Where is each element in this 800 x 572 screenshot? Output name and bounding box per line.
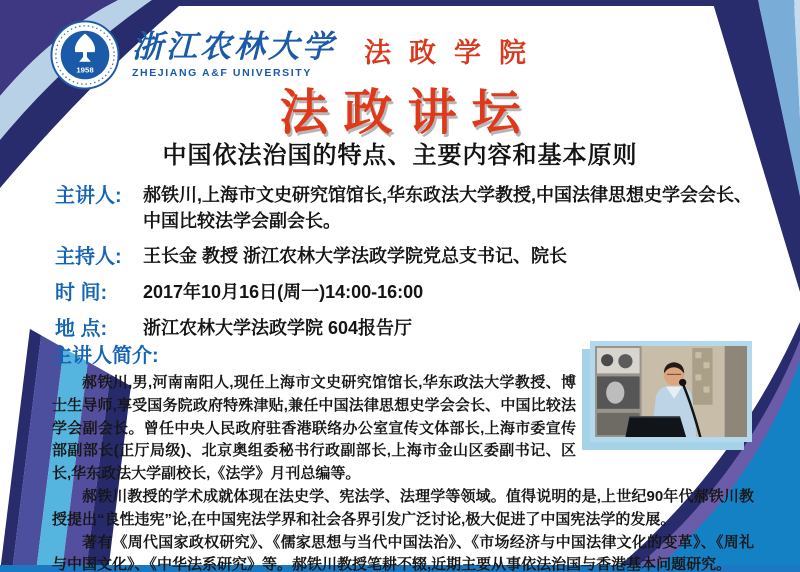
lecture-info [55, 183, 755, 352]
info-label: 时 间: [55, 282, 108, 305]
speaker-photo [590, 341, 752, 442]
info-label: 主讲人: [55, 185, 122, 207]
university-name-cn: 浙江农林大学 [132, 29, 336, 65]
logo-year: 1958 [76, 65, 94, 75]
college-name: 法政学院 [364, 37, 544, 68]
speaker-bio-section [52, 339, 754, 572]
university-name-block [132, 31, 336, 79]
bio-paragraph: 郝铁川教授的学术成就体现在法史学、宪法学、法理学等领域。值得说明的是,上世纪90年代郝铁川教授提出“良性违宪”论,在中国宪法学界和社会各界引发广泛讨论,极大促进了中国宪法学的发展。 [52, 487, 754, 528]
info-row-host [55, 244, 755, 270]
info-value: 王长金 教授 浙江农林大学法政学院党总支书记、院长 [143, 246, 567, 267]
info-label: 主持人: [55, 246, 122, 269]
bio-paragraph: 著有《周代国家政权研究》、《儒家思想与当代中国法治》、《市场经济与中国法律文化的变革》、《周礼与中国文化》、《中华法系研究》等。郝铁川教授笔耕不辍,近期主要从事依法治国与香港基本问题研究。 [52, 533, 754, 572]
info-row-time [55, 280, 755, 306]
bio-heading: 主讲人简介: [52, 345, 159, 367]
info-label: 地 点: [55, 318, 108, 341]
lecture-subtitle: 中国依法治国的特点、主要内容和基本原则 [162, 142, 638, 169]
university-name-en: ZHEJIANG A&F UNIVERSITY [132, 66, 312, 79]
forum-title: 法政讲坛 [279, 86, 536, 140]
info-value: 浙江农林大学法政学院 604报告厅 [143, 318, 413, 339]
bio-paragraph: 郝铁川,男,河南南阳人,现任上海市文史研究馆馆长,华东政法大学教授、博士生导师,享受国务院政府特殊津贴,兼任中国法律思想史学会会长、中国比较法学会副会长。曾任中央人民政府驻香港联络办公室宣传文体部长,上海市委宣传部副部长(正厅局级)、北京奥组委秘书行政副部长,上海市金山区委副书记、区长,华东政法大学副校长,《法学》月刊总编等。 [52, 374, 576, 483]
info-value: 2017年10月16日(周一)14:00-16:00 [143, 282, 424, 303]
speaker-photo-image [595, 346, 747, 437]
info-row-speaker [55, 183, 755, 234]
info-value: 郝铁川,上海市文史研究馆馆长,华东政法大学教授,中国法律思想史学会会长、中国比较法学会副会长。 [143, 185, 752, 231]
